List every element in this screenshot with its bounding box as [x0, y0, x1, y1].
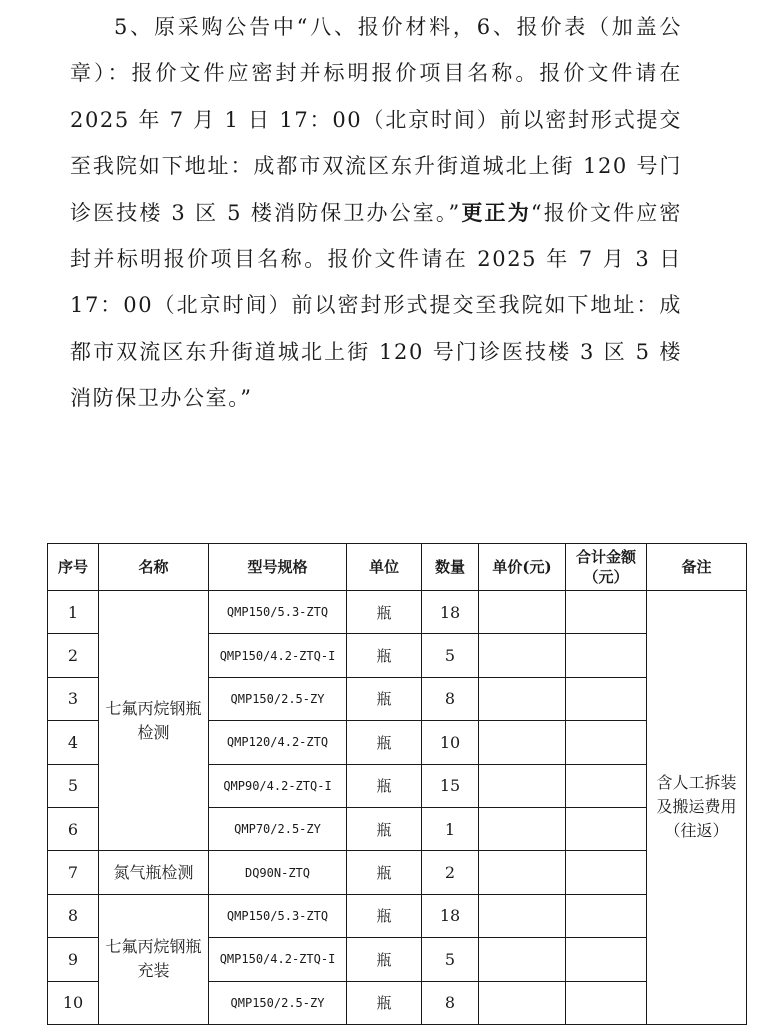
- row-total: [566, 764, 647, 807]
- row-no: 2: [48, 634, 99, 677]
- table-row: [48, 894, 747, 937]
- row-price: [479, 634, 566, 677]
- row-qty: 2: [422, 851, 479, 894]
- row-no: 6: [48, 807, 99, 850]
- row-model: QMP150/5.3-ZTQ: [209, 591, 347, 634]
- table-header-row: [48, 544, 747, 591]
- row-model: QMP150/2.5-ZY: [209, 677, 347, 720]
- row-no: 1: [48, 591, 99, 634]
- group-name-heptafluoropropane-filling: 七氟丙烷钢瓶充装: [99, 894, 209, 1024]
- row-model: QMP90/4.2-ZTQ-I: [209, 764, 347, 807]
- corrected-text: “报价文件应密封并标明报价项目名称。报价文件请在 2025 年 7 月 3 日 17：00（北京时间）前以密封形式提交至我院如下地址：成都市双流区东升街道城北上街 120 号门诊医技楼 3 区 5 楼消防保卫办公室。”: [70, 200, 682, 411]
- row-total: [566, 721, 647, 764]
- row-qty: 15: [422, 764, 479, 807]
- row-no: 9: [48, 938, 99, 981]
- header-unit: 单位: [347, 544, 422, 591]
- group-name-heptafluoropropane-inspection: 七氟丙烷钢瓶检测: [99, 591, 209, 851]
- row-total: [566, 938, 647, 981]
- row-qty: 8: [422, 981, 479, 1024]
- row-price: [479, 591, 566, 634]
- row-no: 3: [48, 677, 99, 720]
- row-qty: 5: [422, 938, 479, 981]
- row-price: [479, 807, 566, 850]
- row-price: [479, 851, 566, 894]
- row-unit: 瓶: [347, 894, 422, 937]
- row-unit: 瓶: [347, 981, 422, 1024]
- row-price: [479, 938, 566, 981]
- table-row: [48, 591, 747, 634]
- row-qty: 18: [422, 591, 479, 634]
- row-qty: 8: [422, 677, 479, 720]
- row-model: QMP150/5.3-ZTQ: [209, 894, 347, 937]
- header-qty: 数量: [422, 544, 479, 591]
- header-name: 名称: [99, 544, 209, 591]
- correction-paragraph: [70, 4, 682, 422]
- quotation-table: [47, 543, 747, 1025]
- row-no: 4: [48, 721, 99, 764]
- remark-cell: [647, 591, 747, 1025]
- correction-label: 更正为: [460, 199, 531, 225]
- row-total: [566, 634, 647, 677]
- row-total: [566, 851, 647, 894]
- table-row: [48, 851, 747, 894]
- row-qty: 18: [422, 894, 479, 937]
- row-price: [479, 721, 566, 764]
- row-unit: 瓶: [347, 591, 422, 634]
- header-price: 单价(元): [479, 544, 566, 591]
- header-remark: 备注: [647, 544, 747, 591]
- row-no: 5: [48, 764, 99, 807]
- row-unit: 瓶: [347, 764, 422, 807]
- group-name-nitrogen-inspection: 氮气瓶检测: [99, 851, 209, 894]
- header-no: 序号: [48, 544, 99, 591]
- row-unit: 瓶: [347, 938, 422, 981]
- row-total: [566, 981, 647, 1024]
- header-model: 型号规格: [209, 544, 347, 591]
- row-model: QMP150/2.5-ZY: [209, 981, 347, 1024]
- row-unit: 瓶: [347, 634, 422, 677]
- row-unit: 瓶: [347, 677, 422, 720]
- row-price: [479, 764, 566, 807]
- row-qty: 10: [422, 721, 479, 764]
- row-model: QMP120/4.2-ZTQ: [209, 721, 347, 764]
- row-price: [479, 677, 566, 720]
- row-unit: 瓶: [347, 851, 422, 894]
- row-total: [566, 807, 647, 850]
- original-text: 5、原采购公告中“八、报价材料，6、报价表（加盖公章）：报价文件应密封并标明报价项目名称。报价文件请在 2025 年 7 月 1 日 17：00（北京时间）前以密封形式提交至我院如下地址：成都市双流区东升街道城北上街 120 号门诊医技楼 3 区 5 楼消防保卫办公室。”: [70, 15, 682, 225]
- row-qty: 1: [422, 807, 479, 850]
- row-unit: 瓶: [347, 807, 422, 850]
- row-model: QMP70/2.5-ZY: [209, 807, 347, 850]
- row-model: DQ90N-ZTQ: [209, 851, 347, 894]
- row-price: [479, 894, 566, 937]
- row-no: 8: [48, 894, 99, 937]
- remark-text: 含人工拆装及搬运费用（往返）: [656, 773, 737, 841]
- row-unit: 瓶: [347, 721, 422, 764]
- row-total: [566, 591, 647, 634]
- row-total: [566, 677, 647, 720]
- row-no: 7: [48, 851, 99, 894]
- header-total: 合计金额（元）: [566, 544, 647, 591]
- row-model: QMP150/4.2-ZTQ-I: [209, 634, 347, 677]
- row-price: [479, 981, 566, 1024]
- row-qty: 5: [422, 634, 479, 677]
- row-model: QMP150/4.2-ZTQ-I: [209, 938, 347, 981]
- row-total: [566, 894, 647, 937]
- row-no: 10: [48, 981, 99, 1024]
